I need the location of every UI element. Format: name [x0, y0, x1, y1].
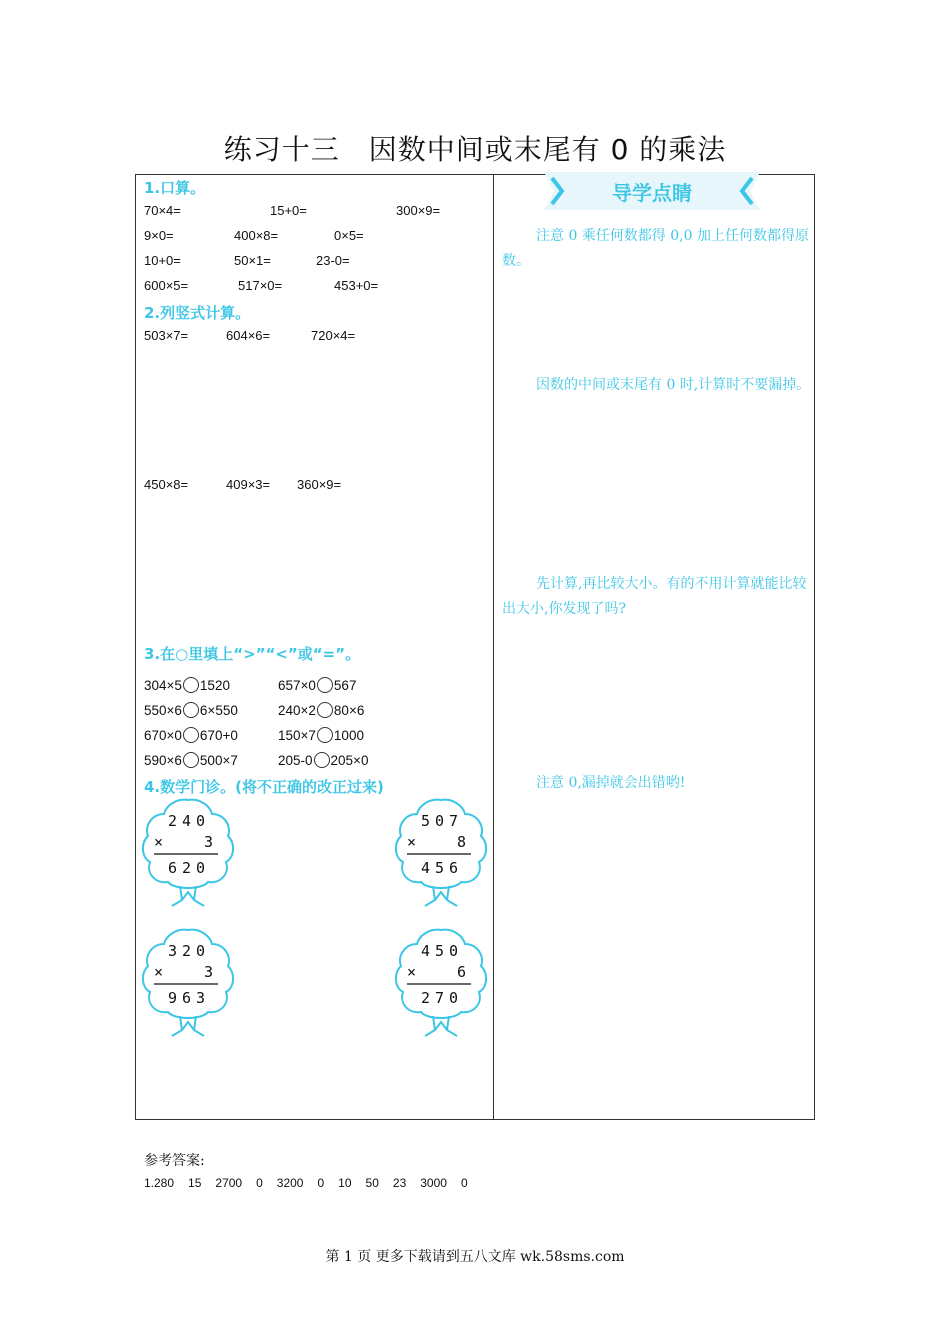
compare-circle[interactable]: [317, 727, 333, 743]
compare-left: 304×5: [144, 678, 182, 693]
tree-problem: [140, 796, 236, 908]
oral-calc-item: 600×5=: [144, 278, 189, 293]
compare-left: 205-0: [278, 753, 313, 768]
section2-heading: 2.列竖式计算。: [144, 304, 251, 322]
compare-item: [278, 752, 368, 768]
tip-note: [502, 373, 812, 398]
product: 963: [168, 989, 211, 1007]
product: 456: [421, 859, 464, 877]
tip-text: 注意 0 乘任何数都得 0,0 加上任何数都得原数。: [502, 228, 809, 269]
compare-right: 80×6: [333, 703, 365, 718]
multiplier: 8: [457, 833, 472, 851]
column-divider: [493, 174, 494, 1120]
compare-circle[interactable]: [317, 677, 333, 693]
compare-circle[interactable]: [314, 752, 330, 768]
oral-calc-item: 300×9=: [396, 203, 441, 218]
section1-heading: 1.口算。: [144, 179, 206, 197]
compare-right: 6×550: [199, 703, 238, 718]
vertical-calc-item: 604×6=: [226, 328, 271, 343]
tree-problem: [393, 796, 489, 908]
tip-note: [502, 572, 812, 622]
compare-circle[interactable]: [183, 702, 199, 718]
vertical-calc-item: 450×8=: [144, 477, 189, 492]
answer-value: 2700: [215, 1176, 243, 1190]
times-sign: ×: [407, 833, 422, 851]
compare-circle[interactable]: [183, 727, 199, 743]
oral-calc-item: 70×4=: [144, 203, 181, 218]
answers-label: 参考答案:: [144, 1153, 205, 1169]
oral-calc-item: 9×0=: [144, 228, 174, 243]
oral-calc-item: 23-0=: [316, 253, 350, 268]
answer-value: 10: [338, 1176, 352, 1190]
compare-right: 1520: [199, 678, 230, 693]
page-footer: 第 1 页 更多下载请到五八文库 wk.58sms.com: [325, 1249, 625, 1265]
tip-text: 因数的中间或末尾有 0 时,计算时不要漏掉。: [536, 377, 811, 393]
compare-circle[interactable]: [183, 752, 199, 768]
compare-circle[interactable]: [183, 677, 199, 693]
oral-calc-item: 453+0=: [334, 278, 379, 293]
compare-left: 657×0: [278, 678, 316, 693]
vertical-calc-item: 503×7=: [144, 328, 189, 343]
vertical-calc-item: 360×9=: [297, 477, 342, 492]
product: 620: [168, 859, 211, 877]
multiplicand: 240: [168, 812, 211, 830]
compare-item: [278, 702, 364, 718]
answer-value: 0: [317, 1176, 325, 1190]
tip-note: [502, 224, 812, 274]
tree-problem: [140, 926, 236, 1038]
answer-value: 0: [460, 1176, 468, 1190]
compare-right: 205×0: [330, 753, 369, 768]
tip-text: 先计算,再比较大小。有的不用计算就能比较出大小,你发现了吗?: [502, 576, 807, 617]
section4-heading: 4.数学门诊。(将不正确的改正过来): [144, 778, 384, 796]
answer-value: 1.280: [144, 1176, 175, 1190]
oral-calc-item: 10+0=: [144, 253, 181, 268]
compare-left: 150×7: [278, 728, 316, 743]
oral-calc-item: 0×5=: [334, 228, 364, 243]
multiplicand: 507: [421, 812, 464, 830]
answer-value: 15: [188, 1176, 202, 1190]
multiplier: 3: [204, 963, 219, 981]
times-sign: ×: [154, 963, 169, 981]
compare-list: [144, 677, 484, 777]
compare-left: 670×0: [144, 728, 182, 743]
multiplier: 6: [457, 963, 472, 981]
compare-item: [278, 677, 356, 693]
product: 270: [421, 989, 464, 1007]
compare-right: 500×7: [199, 753, 238, 768]
oral-calc-item: 15+0=: [270, 203, 307, 218]
answer-value: 3200: [276, 1176, 304, 1190]
multiplicand: 320: [168, 942, 211, 960]
tip-note: [502, 771, 812, 796]
answer-value: 50: [365, 1176, 379, 1190]
compare-right: 567: [333, 678, 357, 693]
compare-row: [144, 702, 484, 727]
oral-calc-item: 400×8=: [234, 228, 279, 243]
compare-circle[interactable]: [317, 702, 333, 718]
tip-text: 注意 0,漏掉就会出错哟!: [536, 775, 686, 791]
vertical-calc-item: 720×4=: [311, 328, 356, 343]
answers-line: [144, 1176, 482, 1190]
oral-calc-item: 50×1=: [234, 253, 271, 268]
page-title: 练习十三 因数中间或末尾有 0 的乘法: [223, 133, 727, 166]
compare-row: [144, 752, 484, 777]
guide-banner: [544, 172, 760, 210]
oral-calc-item: 517×0=: [238, 278, 283, 293]
compare-row: [144, 727, 484, 752]
compare-left: 240×2: [278, 703, 316, 718]
times-sign: ×: [154, 833, 169, 851]
answer-value: 3000: [420, 1176, 447, 1190]
multiplicand: 450: [421, 942, 464, 960]
guide-banner-label: 导学点睛: [612, 181, 692, 205]
compare-left: 590×6: [144, 753, 182, 768]
vertical-calc-item: 409×3=: [226, 477, 271, 492]
answer-value: 0: [256, 1176, 263, 1190]
compare-row: [144, 677, 484, 702]
compare-right: 670+0: [199, 728, 238, 743]
times-sign: ×: [407, 963, 422, 981]
compare-right: 1000: [333, 728, 364, 743]
tree-problem: [393, 926, 489, 1038]
section3-heading: 3.在○里填上“>”“<”或“=”。: [144, 645, 361, 663]
compare-left: 550×6: [144, 703, 182, 718]
answer-value: 23: [392, 1176, 407, 1190]
compare-item: [278, 727, 364, 743]
multiplier: 3: [204, 833, 219, 851]
